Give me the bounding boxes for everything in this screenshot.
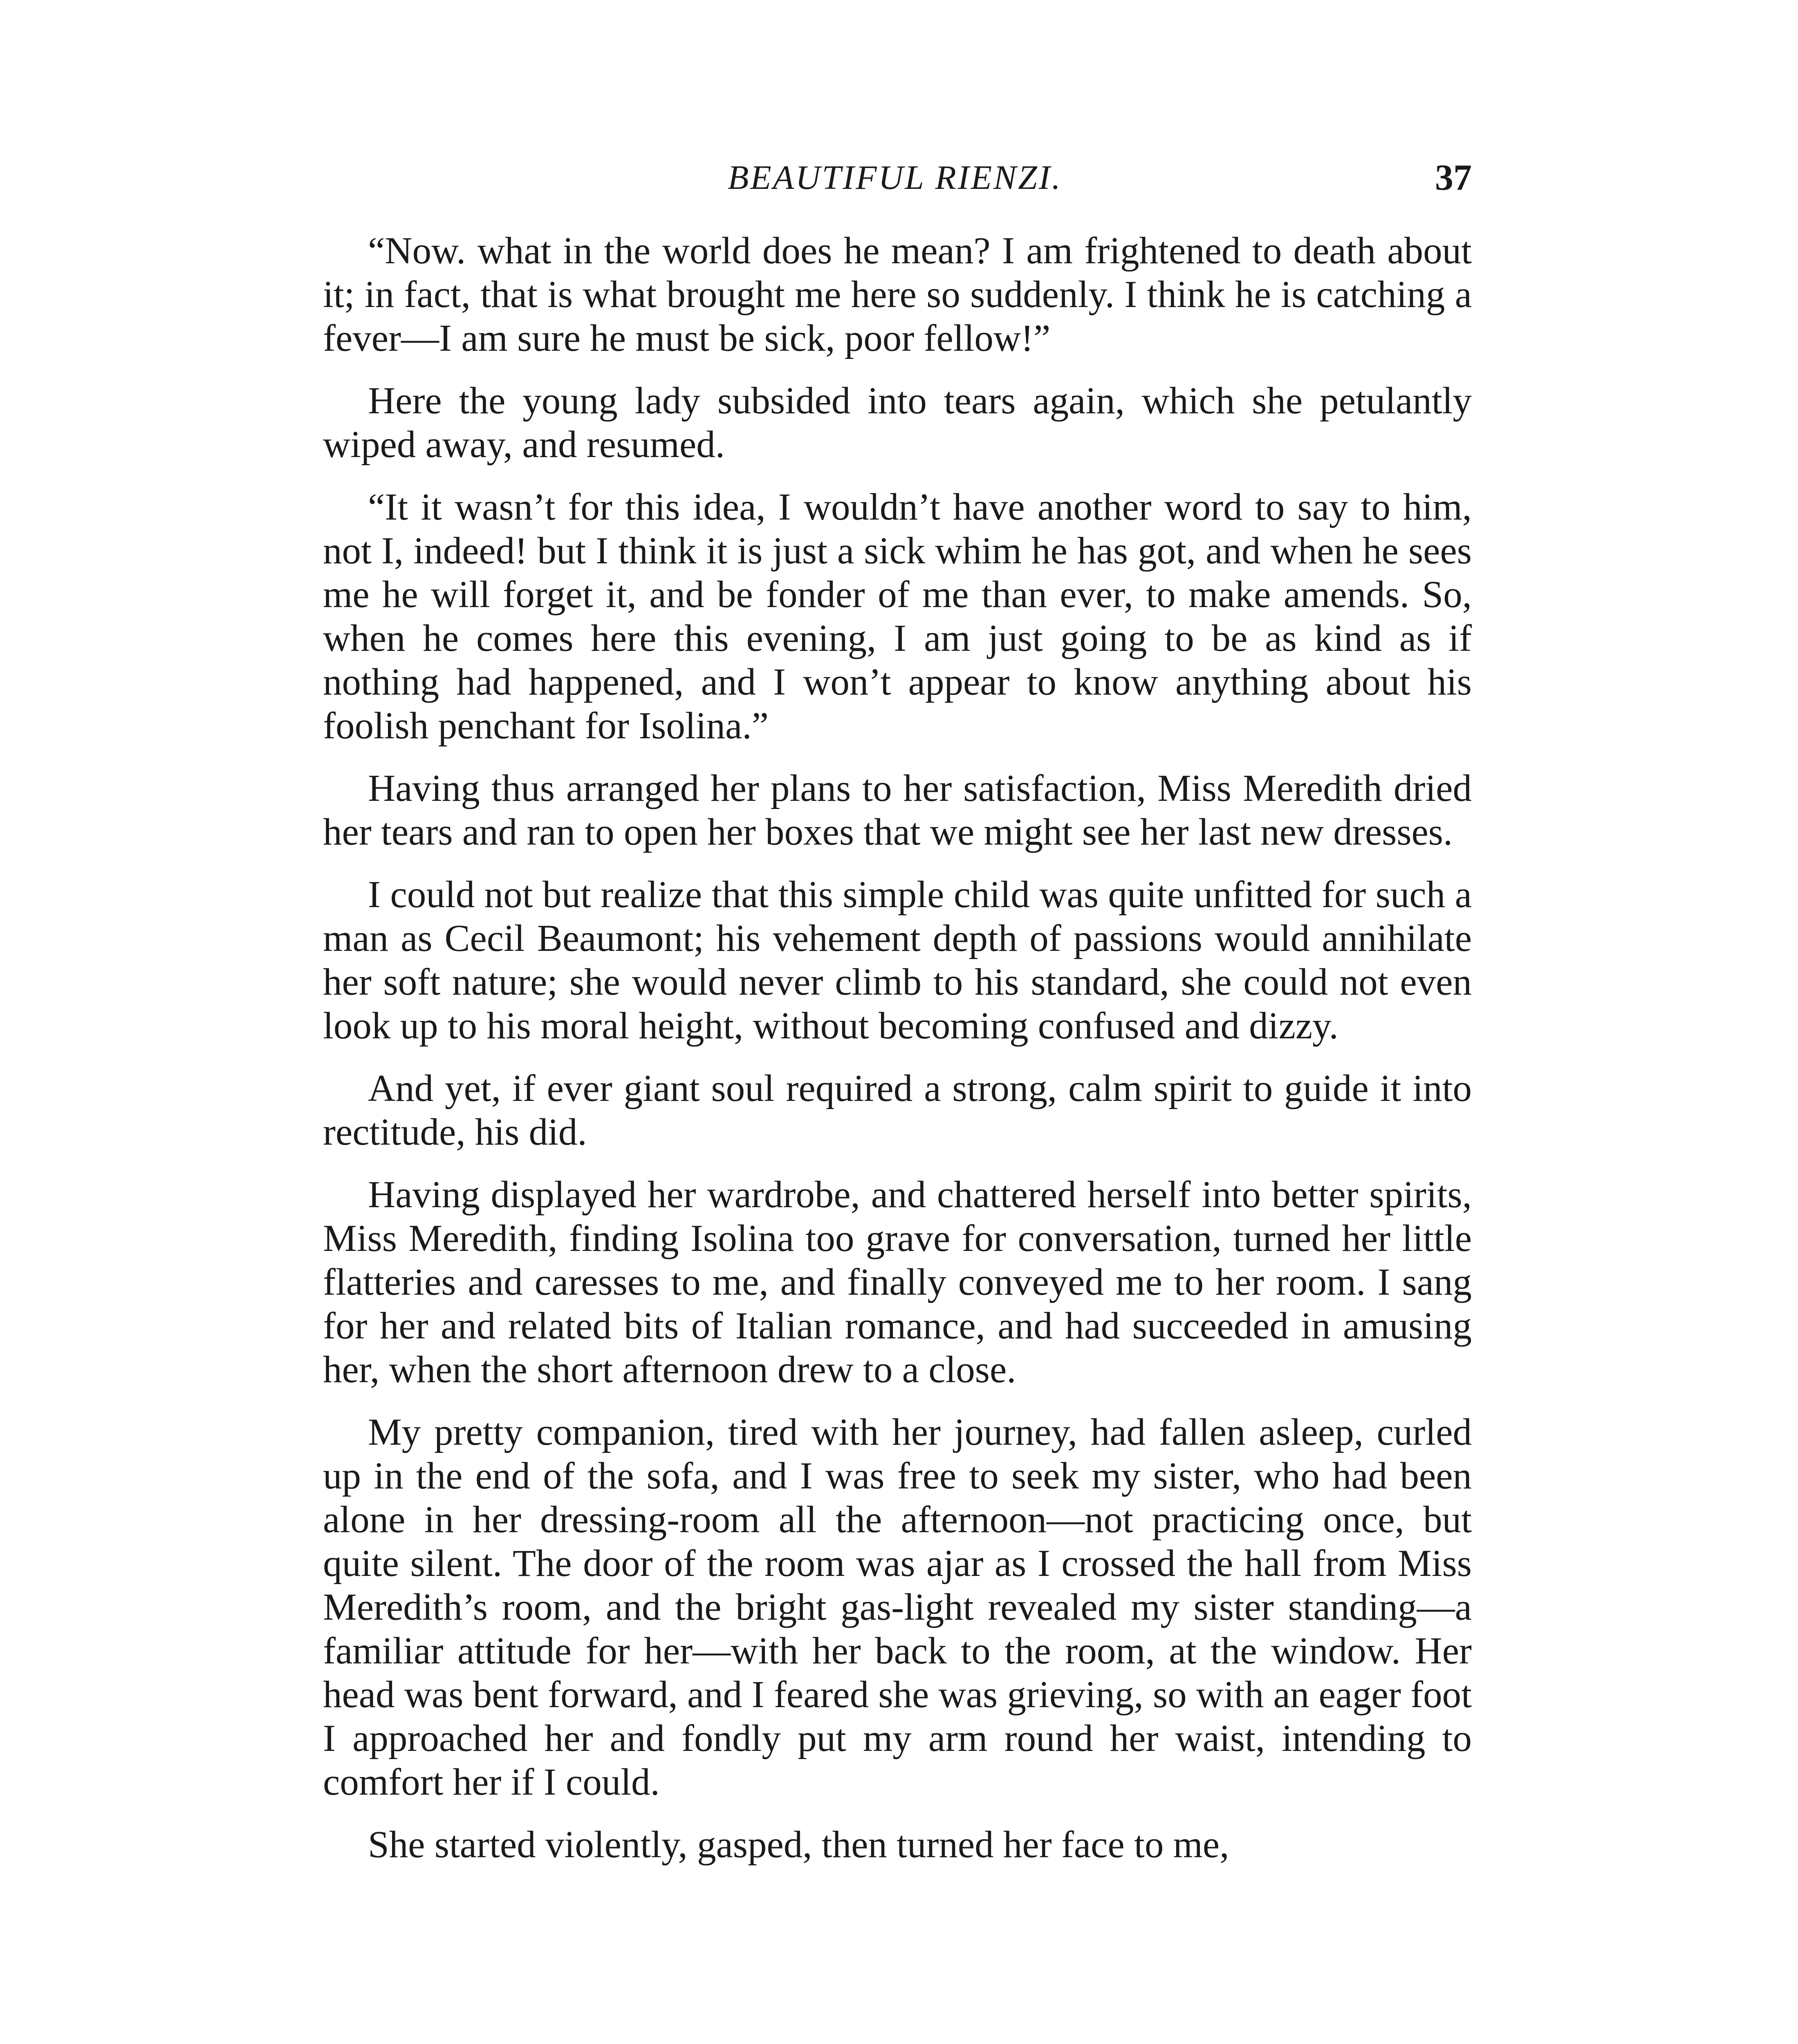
paragraph: I could not but realize that this simple child was quite unfitted for such a man as Cecil Beaumont; his vehement depth of passions would annihilate her soft nature; she would never climb to his standard, she could not even look up to his moral height, without becoming confused and dizzy. [323, 874, 1472, 1047]
running-title: BEAUTIFUL RIENZI. [728, 159, 1062, 197]
paragraph: Having displayed her wardrobe, and chattered herself into better spirits, Miss Meredith, finding Isolina too grave for conversation, turned her little flatteries and caresses to me, and finally conveyed me to her room. I sang for her and related bits of Italian romance, and had succeeded in amusing her, when the short afternoon drew to a close. [323, 1174, 1472, 1391]
paragraph: “Now. what in the world does he mean? I am frightened to death about it; in fact, that is what brought me here so suddenly. I think he is catching a fever—I am sure he must be sick, poor fellow!” [323, 230, 1472, 359]
paragraph: Having thus arranged her plans to her satisfaction, Miss Meredith dried her tears and ran to open her boxes that we might see her last new dresses. [323, 767, 1472, 853]
paragraph: Here the young lady subsided into tears again, which she petulantly wiped away, and resumed. [323, 380, 1472, 466]
paragraph: “It it wasn’t for this idea, I wouldn’t have another word to say to him, not I, indeed! but I think it is just a sick whim he has got, and when he sees me he will forget it, and be fonder of me than ever, to make amends. So, when he comes here this evening, I am just going to be as kind as if nothing had happened, and I won’t appear to know anything about his foolish penchant for Isolina.” [323, 486, 1472, 747]
paragraph: And yet, if ever giant soul required a strong, calm spirit to guide it into rectitude, his did. [323, 1067, 1472, 1153]
body-text [323, 229, 1472, 1885]
page-number: 37 [1435, 157, 1472, 198]
paragraph: My pretty companion, tired with her journey, had fallen asleep, curled up in the end of the sofa, and I was free to seek my sister, who had been alone in her dressing-room all the afternoon—not practicing once, but quite silent. The door of the room was ajar as I crossed the hall from Miss Meredith’s room, and the bright gas-light revealed my sister standing—a familiar attitude for her—with her back to the room, at the window. Her head was bent forward, and I feared she was grieving, so with an eager foot I approached her and fondly put my arm round her waist, intending to comfort her if I could. [323, 1411, 1472, 1803]
paragraph: She started violently, gasped, then turned her face to me, [368, 1824, 1229, 1866]
running-head [323, 153, 1472, 206]
